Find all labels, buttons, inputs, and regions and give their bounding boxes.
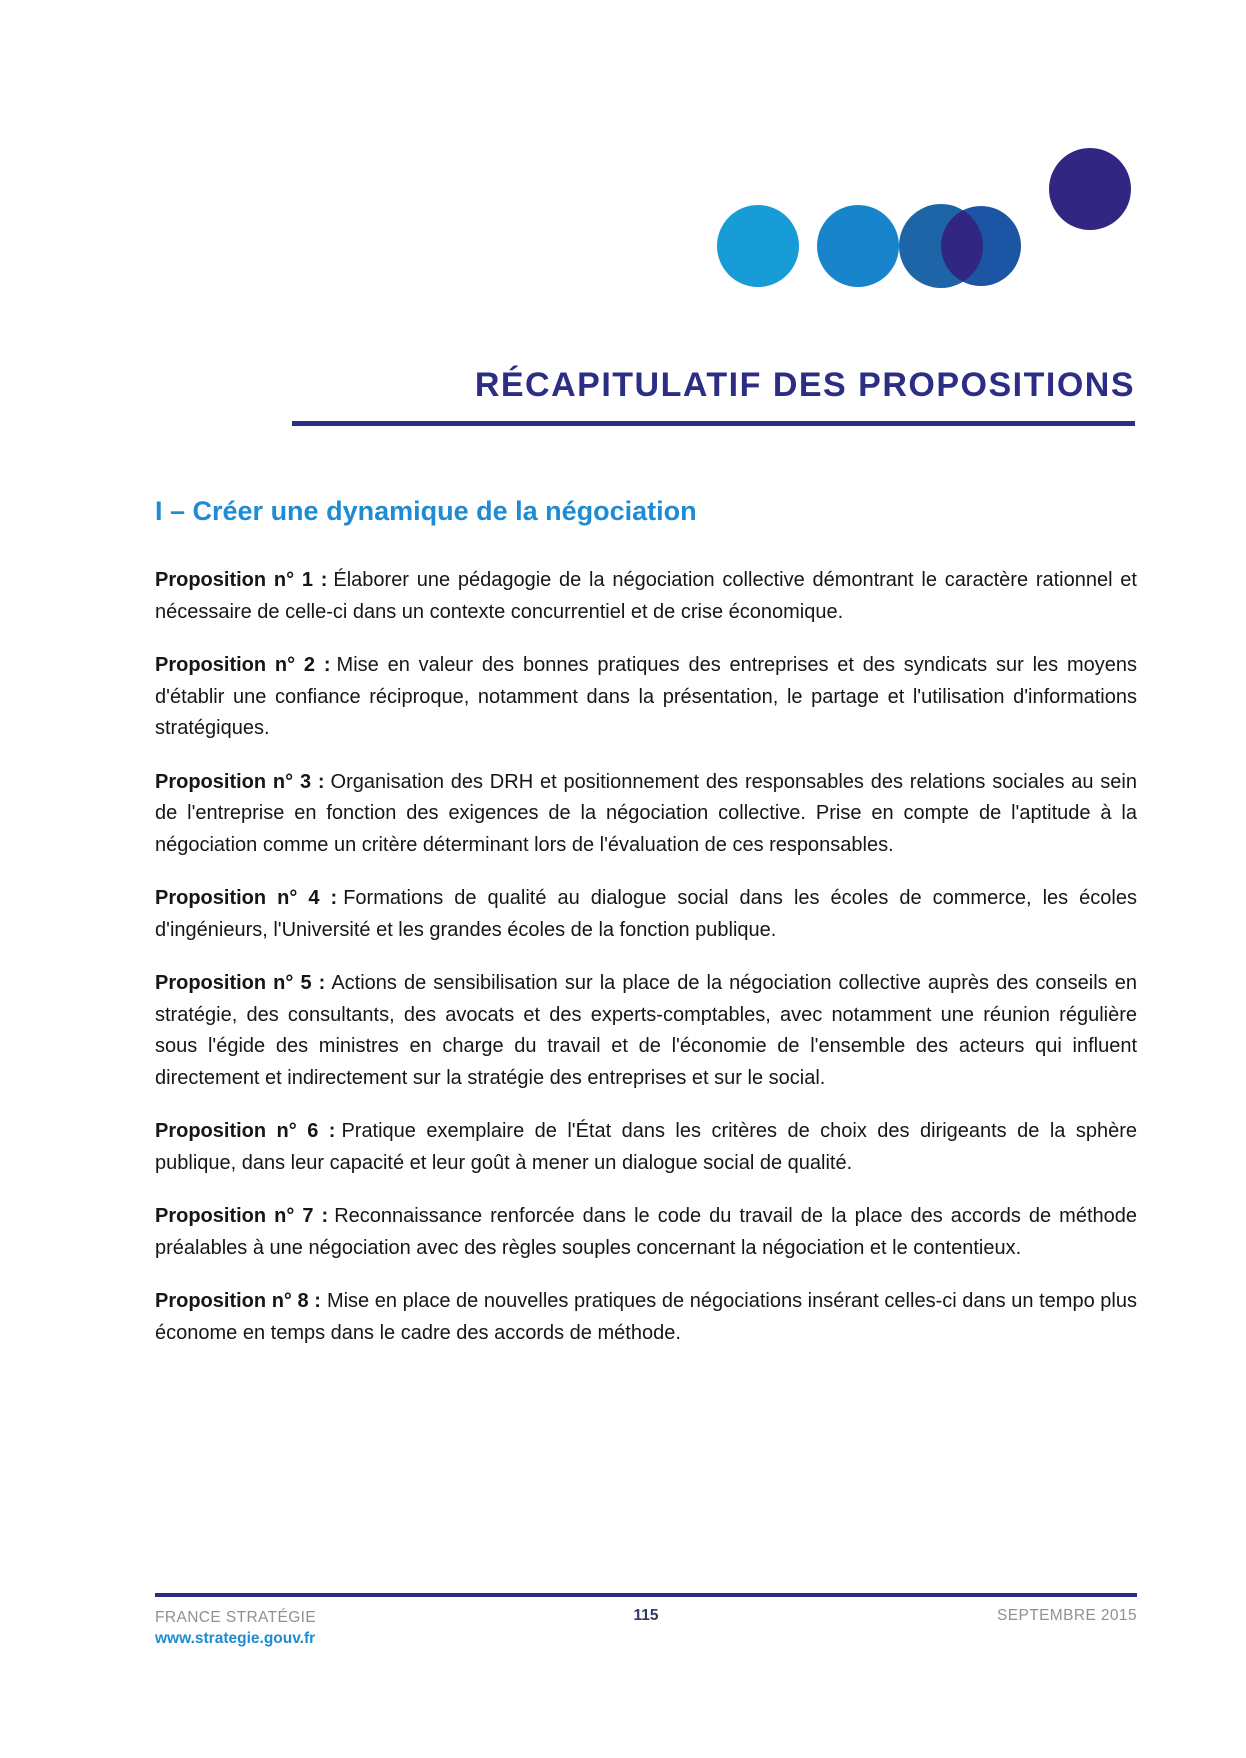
proposition-5-text: Actions de sensibilisation sur la place de la négociation collective auprès des conseils en stratégie, des consultants, des avocats et des experts-comptables, avec notamment une réunion régulière sous l'égide des ministres en charge du travail et de l'économie de l'ensemble des acteurs qui influent directement et indirectement sur la stratégie des entreprises et sur le social. <box>155 972 1137 1089</box>
proposition-1-text: Élaborer une pédagogie de la négociation collective démontrant le caractère rationnel et nécessaire de celle-ci dans un contexte concurrentiel et de crise économique. <box>155 569 1137 623</box>
proposition-7 <box>155 1201 1137 1264</box>
title-block <box>292 366 1135 426</box>
proposition-3-text: Organisation des DRH et positionnement des responsables des relations sociales au sein de l'entreprise en fonction des exigences de la négociation collective. Prise en compte de l'aptitude à la négociation comme un critère déterminant lors de l'évaluation de ces responsables. <box>155 770 1137 856</box>
proposition-2-text: Mise en valeur des bonnes pratiques des entreprises et des syndicats sur les moyens d'établir une confiance réciproque, notamment dans la présentation, le partage et l'utilisation d'informations stratégiques. <box>155 654 1137 739</box>
proposition-1 <box>155 565 1137 628</box>
proposition-2 <box>155 650 1137 745</box>
proposition-3 <box>155 767 1137 862</box>
footer-organization: FRANCE STRATÉGIE <box>155 1609 317 1626</box>
proposition-4 <box>155 883 1137 946</box>
proposition-3-label: Proposition n° 3 : <box>155 770 325 793</box>
page-title: RÉCAPITULATIF DES PROPOSITIONS <box>474 366 1135 404</box>
proposition-8 <box>155 1286 1137 1349</box>
section-heading: I – Créer une dynamique de la négociation <box>155 496 697 526</box>
proposition-6 <box>155 1116 1137 1179</box>
proposition-4-label: Proposition n° 4 : <box>155 887 338 909</box>
france-strategie-logo <box>700 140 1140 300</box>
footer-date: SEPTEMBRE 2015 <box>996 1607 1137 1624</box>
proposition-7-text: Reconnaissance renforcée dans le code du travail de la place des accords de méthode préalables à une négociation avec des règles souples concernant la négociation et le contentieux. <box>155 1205 1137 1259</box>
logo-circle-5 <box>1049 148 1131 230</box>
proposition-5 <box>155 968 1137 1094</box>
website-link[interactable]: www.strategie.gouv.fr <box>155 1630 316 1647</box>
footer-left <box>155 1607 482 1649</box>
proposition-2-label: Proposition n° 2 : <box>155 654 331 676</box>
page-footer <box>155 1593 1137 1649</box>
proposition-6-label: Proposition n° 6 : <box>155 1120 336 1142</box>
proposition-7-label: Proposition n° 7 : <box>155 1205 329 1227</box>
logo-circle-2 <box>817 205 899 287</box>
proposition-6-text: Pratique exemplaire de l'État dans les critères de choix des dirigeants de la sphère publique, dans leur capacité et leur goût à mener un dialogue social de qualité. <box>155 1120 1137 1174</box>
propositions-list <box>155 565 1137 1371</box>
proposition-8-label: Proposition n° 8 : <box>155 1290 321 1312</box>
page-number: 115 <box>633 1607 659 1624</box>
proposition-4-text: Formations de qualité au dialogue social dans les écoles de commerce, les écoles d'ingénieurs, l'Université et les grandes écoles de la fonction publique. <box>155 887 1137 941</box>
proposition-8-text: Mise en place de nouvelles pratiques de négociations insérant celles-ci dans un tempo plus économe en temps dans le cadre des accords de méthode. <box>155 1290 1137 1344</box>
proposition-1-label: Proposition n° 1 : <box>155 569 328 591</box>
proposition-5-label: Proposition n° 5 : <box>155 972 326 994</box>
logo-circle-1 <box>717 205 799 287</box>
